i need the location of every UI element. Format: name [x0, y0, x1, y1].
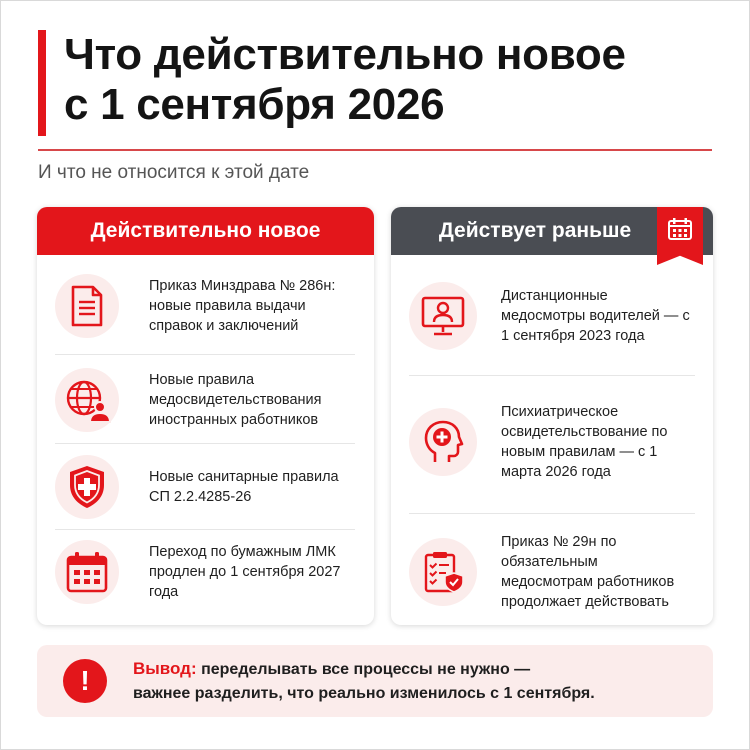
- title-line-2: с 1 сентября 2026: [64, 80, 445, 129]
- list-item: [55, 455, 359, 519]
- divider: [55, 443, 355, 444]
- conclusion-line-1: переделывать все процессы не нужно —: [196, 660, 531, 678]
- shield-cross-icon: [55, 455, 119, 519]
- divider: [55, 354, 355, 355]
- list-item: [55, 540, 359, 604]
- item-text: Приказ Минздрава № 286н: новые правила выдачи справок и заключений: [149, 278, 336, 334]
- list-item: [55, 274, 359, 338]
- item-text: Дистанционные медосмотры водителей — с 1 сентября 2023 года: [501, 288, 690, 344]
- list-item: [55, 368, 359, 432]
- conclusion-line-2: важнее разделить, что реально изменилось с 1 сентября.: [133, 684, 595, 702]
- panel-earlier: [391, 207, 713, 625]
- page-title: [64, 30, 724, 130]
- panel-earlier-heading: Действует раньше: [391, 207, 713, 255]
- divider: [55, 529, 355, 530]
- globe-person-icon: [55, 368, 119, 432]
- subtitle: И что не относится к этой дате: [38, 162, 310, 183]
- checklist-shield-icon: [409, 538, 477, 606]
- item-text: Новые правила медосвидетельствования иностранных работников: [149, 372, 322, 428]
- title-divider: [38, 149, 712, 151]
- item-text: Новые санитарные правила СП 2.2.4285-26: [149, 469, 339, 505]
- exclamation-icon: !: [63, 659, 107, 703]
- divider: [409, 375, 695, 376]
- calendar-icon: [55, 540, 119, 604]
- panel-new-heading: Действительно новое: [37, 207, 374, 255]
- item-text: Психиатрическое освидетельствование по новым правилам — с 1 марта 2026 года: [501, 404, 668, 480]
- panel-new: [37, 207, 374, 625]
- list-item: [409, 402, 691, 482]
- conclusion-banner: [37, 645, 713, 717]
- head-cross-icon: [409, 408, 477, 476]
- conclusion-text: [133, 657, 595, 706]
- title-accent-bar: [38, 30, 46, 136]
- document-icon: [55, 274, 119, 338]
- title-line-1: Что действительно новое: [64, 30, 626, 79]
- item-text: Переход по бумажным ЛМК продлен до 1 сентября 2027 года: [149, 544, 341, 600]
- list-item: [409, 532, 691, 612]
- calendar-ribbon-icon: [657, 207, 703, 265]
- list-item: [409, 282, 691, 350]
- conclusion-lead: Вывод:: [133, 658, 197, 678]
- monitor-doctor-icon: [409, 282, 477, 350]
- item-text: Приказ № 29н по обязательным медосмотрам работников продолжает действовать: [501, 534, 675, 610]
- divider: [409, 513, 695, 514]
